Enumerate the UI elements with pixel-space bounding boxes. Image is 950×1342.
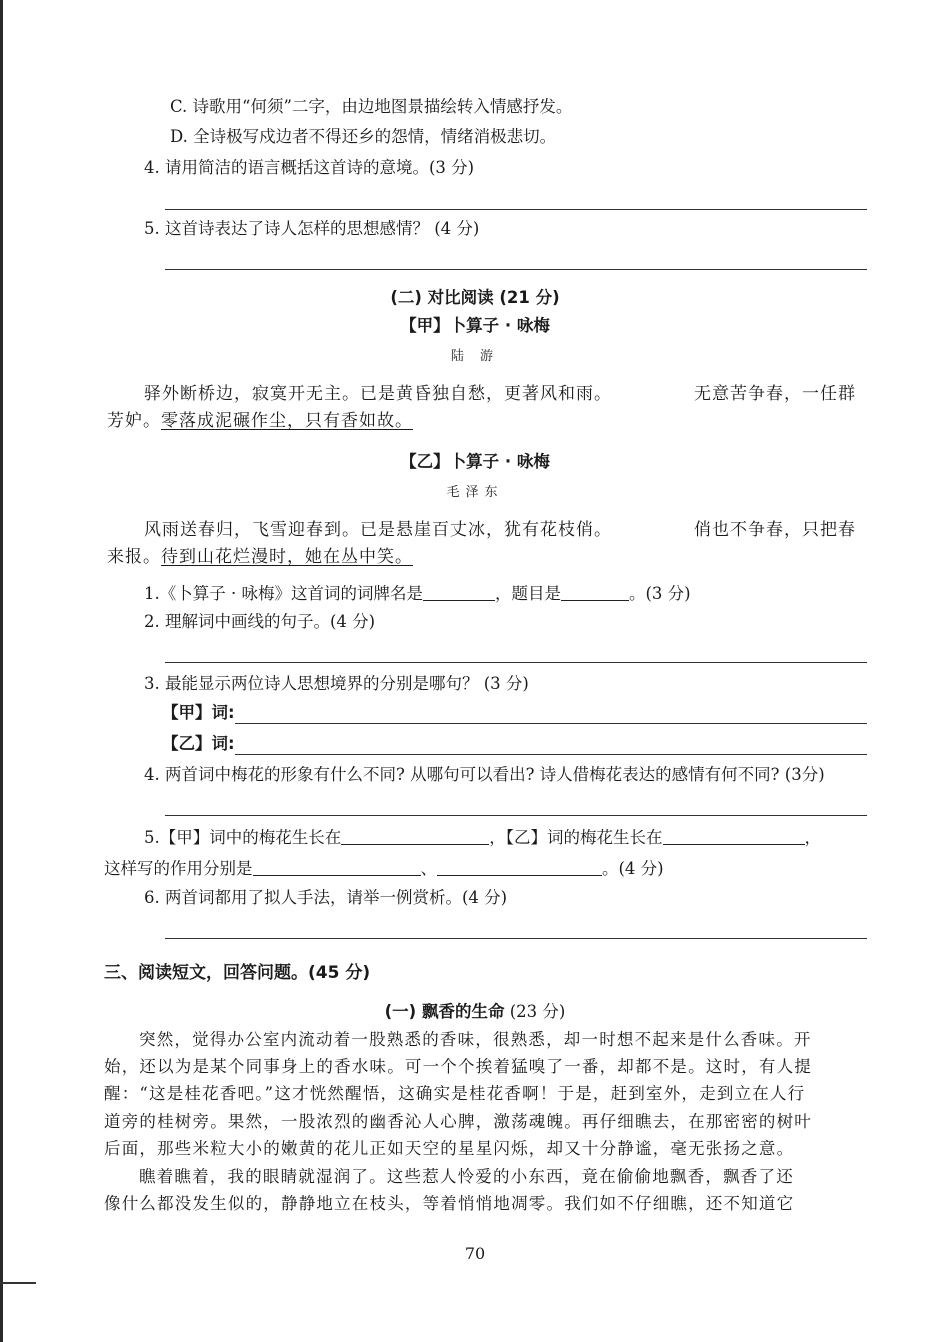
question-5-text: ，【乙】词的梅花生长在 (489, 828, 663, 847)
paragraph-line: 瞧着瞧着，我的眼睛就湿润了。这些惹人怜爱的小东西，竟在偷偷地飘香，飘香了还 (139, 1167, 794, 1186)
poem-a-line: 无意苦争春，一任群 (694, 384, 856, 404)
poem-b-title: 【乙】卜算子 · 咏梅 (400, 452, 550, 471)
question-5-text: 5.【甲】词中的梅花生长在 (144, 828, 342, 847)
section-title: (二) 对比阅读 (21 分) (390, 288, 560, 307)
answer-line[interactable] (165, 269, 867, 270)
paragraph-line: 像什么都没发生似的，静静地立在枝头，等着悄悄地凋零。我们如不仔细瞧，还不知道它 (104, 1194, 795, 1213)
question-1-text: 。(3 分) (628, 584, 691, 603)
underlined-sentence: 待到山花烂漫时，她在丛中笑。 (161, 547, 413, 567)
page-number: 70 (464, 1244, 486, 1263)
paragraph-line: 突然，觉得办公室内流动着一股熟悉的香味，很熟悉，却一时想不起来是什么香味。开 (139, 1030, 812, 1049)
paragraph-line: 始，还以为是某个同事身上的香水味。可一个个挨着猛嗅了一番，却都不是。这时，有人提 (104, 1057, 812, 1076)
question-3: 3. 最能显示两位诗人思想境界的分别是哪句？ (3 分) (144, 674, 529, 693)
question-5-text: 。(4 分) (602, 859, 664, 878)
poem-a-author: 陆 游 (450, 349, 500, 364)
answer-line[interactable] (165, 662, 867, 663)
page-edge (0, 0, 3, 1342)
answer-line[interactable] (165, 938, 867, 939)
question-5-text: 这样写的作用分别是 (104, 859, 253, 878)
poem-b-line: 来报。 (107, 547, 161, 567)
paragraph-line: 后面，那些米粒大小的嫩黄的花儿正如天空的星星闪烁，却又十分静谧，毫无张扬之意。 (104, 1139, 795, 1158)
question-1 (144, 582, 691, 605)
footer-mark (0, 1282, 36, 1284)
question-5b (144, 826, 821, 849)
passage-score: (23 分) (509, 1002, 566, 1021)
paragraph-line: 道旁的桂树旁。果然，一股浓烈的幽香沁人心脾，激荡魂魄。再仔细瞧去，在那密密的树叶 (104, 1112, 812, 1131)
question-6: 6. 两首词都用了拟人手法，请举一例赏析。(4 分) (144, 888, 508, 907)
question-4b: 4. 两首词中梅花的形象有什么不同? 从哪句可以看出? 诗人借梅花表达的感情有何不同? (3分) (144, 765, 825, 784)
fill-blank[interactable] (437, 857, 602, 876)
answer-line[interactable] (235, 723, 867, 724)
question-5: 5. 这首诗表达了诗人怎样的思想感情？ (4 分) (144, 219, 480, 238)
answer-line[interactable] (165, 815, 867, 816)
question-3-label: 【甲】词: (162, 703, 235, 722)
poem-a-line-2 (107, 410, 413, 432)
passage-title (0, 1001, 950, 1023)
question-1-text: ，题目是 (494, 584, 561, 603)
question-1-text: 1.《卜算子 · 咏梅》这首词的词牌名是 (144, 584, 423, 603)
poem-b-line-2 (107, 546, 413, 568)
passage-title-text: (一) 飘香的生命 (384, 1002, 505, 1021)
question-2: 2. 理解词中画线的句子。(4 分) (144, 612, 376, 631)
question-5-text: ， (804, 828, 821, 847)
question-5-text: 、 (420, 859, 437, 878)
poem-a-title: 【甲】卜算子 · 咏梅 (400, 316, 550, 335)
fill-blank[interactable] (253, 857, 421, 876)
part-heading: 三、阅读短文，回答问题。(45 分) (104, 963, 371, 983)
choice-c: C. 诗歌用“何须”二字，由边地图景描绘转入情感抒发。 (170, 97, 573, 116)
poem-a-line: 驿外断桥边，寂寞开无主。已是黄昏独自愁，更著风和雨。 (144, 384, 612, 404)
poem-b-line: 风雨送春归，飞雪迎春到。已是悬崖百丈冰，犹有花枝俏。 (144, 520, 612, 540)
fill-blank[interactable] (561, 582, 629, 601)
paragraph-line: 醒：“这是桂花香吧。”这才恍然醒悟，这确实是桂花香啊！于是，赶到室外，走到立在人行 (104, 1084, 806, 1103)
underlined-sentence: 零落成泥碾作尘，只有香如故。 (161, 411, 413, 431)
fill-blank[interactable] (423, 582, 495, 601)
answer-line[interactable] (165, 209, 867, 210)
fill-blank[interactable] (663, 826, 805, 845)
question-3-label: 【乙】词: (162, 734, 235, 753)
poem-a-line: 芳妒。 (107, 411, 161, 431)
fill-blank[interactable] (341, 826, 489, 845)
question-5b-cont (104, 857, 664, 880)
answer-line[interactable] (235, 754, 867, 755)
poem-b-author: 毛泽东 (446, 485, 504, 500)
question-4: 4. 请用简洁的语言概括这首诗的意境。(3 分) (144, 158, 475, 177)
poem-b-line: 俏也不争春，只把春 (694, 520, 856, 540)
choice-d: D. 全诗极写戍边者不得还乡的怨情，情绪消极悲切。 (170, 127, 557, 146)
